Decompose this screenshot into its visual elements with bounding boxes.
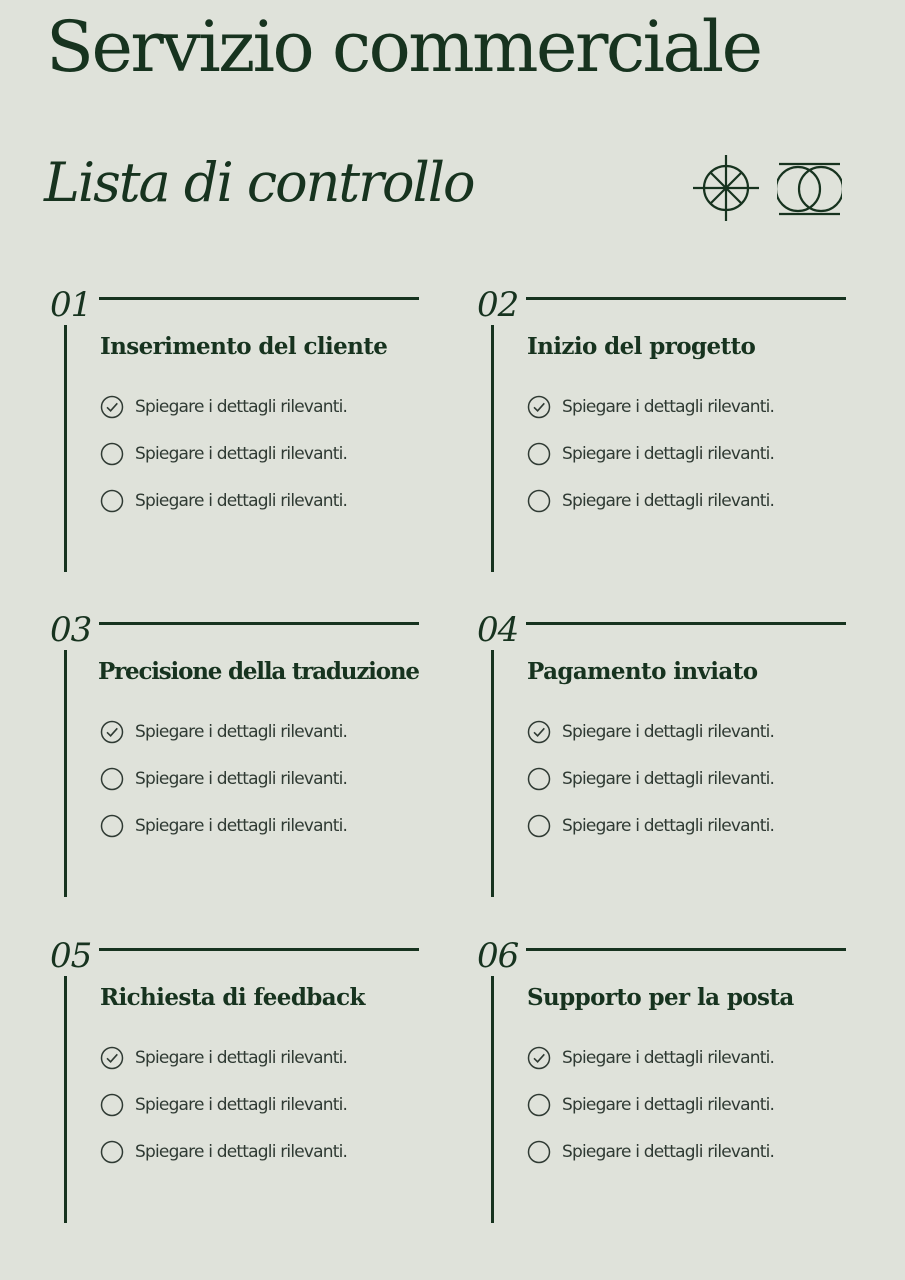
checklist-item[interactable] (527, 1046, 774, 1093)
section-divider (99, 297, 419, 300)
checklist-item[interactable] (527, 1093, 774, 1140)
checklist-item[interactable] (100, 1046, 347, 1093)
section-number: 05 (50, 936, 92, 976)
section-title: Pagamento inviato (527, 658, 758, 685)
checklist-item[interactable] (527, 442, 774, 489)
checklist-section-2 (477, 285, 891, 582)
checklist-item[interactable] (527, 814, 774, 861)
section-rule (491, 325, 494, 572)
section-number: 03 (50, 610, 92, 650)
empty-circle-icon[interactable] (527, 814, 551, 838)
checklist-item-text: Spiegare i dettagli rilevanti. (135, 397, 348, 417)
section-title: Precisione della traduzione (98, 658, 419, 685)
checklist (527, 1046, 774, 1187)
checklist-item[interactable] (527, 1140, 774, 1187)
checked-circle-icon[interactable] (100, 395, 124, 419)
section-rule (491, 650, 494, 897)
checklist-item[interactable] (100, 489, 347, 536)
section-number: 06 (477, 936, 519, 976)
empty-circle-icon[interactable] (527, 767, 551, 791)
checklist (100, 1046, 347, 1187)
checklist-item-text: Spiegare i dettagli rilevanti. (562, 444, 775, 464)
empty-circle-icon[interactable] (527, 489, 551, 513)
section-divider (99, 948, 419, 951)
empty-circle-icon[interactable] (100, 489, 124, 513)
section-title: Inizio del progetto (527, 333, 756, 360)
checklist-item-text: Spiegare i dettagli rilevanti. (562, 397, 775, 417)
checked-circle-icon[interactable] (527, 720, 551, 744)
section-divider (526, 948, 846, 951)
section-rule (64, 650, 67, 897)
compass-star-icon (691, 153, 761, 223)
checked-circle-icon[interactable] (527, 395, 551, 419)
checklist-section-5 (50, 936, 464, 1233)
empty-circle-icon[interactable] (100, 442, 124, 466)
checklist-item-text: Spiegare i dettagli rilevanti. (135, 769, 348, 789)
checklist-item[interactable] (100, 442, 347, 489)
checklist-item-text: Spiegare i dettagli rilevanti. (135, 1142, 348, 1162)
checklist-section-3 (50, 610, 464, 907)
empty-circle-icon[interactable] (527, 1093, 551, 1117)
empty-circle-icon[interactable] (100, 1093, 124, 1117)
checklist-item[interactable] (527, 395, 774, 442)
checklist (100, 720, 347, 861)
section-number: 02 (477, 285, 519, 325)
checklist-item[interactable] (527, 720, 774, 767)
section-divider (99, 622, 419, 625)
checklist-item-text: Spiegare i dettagli rilevanti. (135, 722, 348, 742)
section-title: Richiesta di feedback (100, 984, 365, 1011)
checklist-item-text: Spiegare i dettagli rilevanti. (562, 769, 775, 789)
checklist (527, 720, 774, 861)
checklist-item-text: Spiegare i dettagli rilevanti. (562, 722, 775, 742)
checklist-item-text: Spiegare i dettagli rilevanti. (562, 1095, 775, 1115)
checklist-item[interactable] (100, 814, 347, 861)
checklist-item-text: Spiegare i dettagli rilevanti. (562, 816, 775, 836)
section-number: 04 (477, 610, 519, 650)
empty-circle-icon[interactable] (100, 814, 124, 838)
checklist-item-text: Spiegare i dettagli rilevanti. (135, 1095, 348, 1115)
section-rule (64, 976, 67, 1223)
section-number: 01 (50, 285, 92, 325)
checklist-section-4 (477, 610, 891, 907)
page-title: Servizio commerciale (46, 6, 761, 88)
checklist-item[interactable] (100, 1140, 347, 1187)
checklist-item[interactable] (100, 395, 347, 442)
checklist-item-text: Spiegare i dettagli rilevanti. (135, 816, 348, 836)
checked-circle-icon[interactable] (100, 1046, 124, 1070)
checklist (527, 395, 774, 536)
checklist-section-6 (477, 936, 891, 1233)
section-title: Inserimento del cliente (100, 333, 388, 360)
checklist-item-text: Spiegare i dettagli rilevanti. (562, 1142, 775, 1162)
checklist-item-text: Spiegare i dettagli rilevanti. (562, 1048, 775, 1068)
page-subtitle: Lista di controllo (44, 151, 474, 214)
checklist-item[interactable] (527, 489, 774, 536)
checklist-item[interactable] (527, 767, 774, 814)
checklist-item[interactable] (100, 720, 347, 767)
checklist-item-text: Spiegare i dettagli rilevanti. (135, 444, 348, 464)
empty-circle-icon[interactable] (100, 1140, 124, 1164)
checklist-item-text: Spiegare i dettagli rilevanti. (135, 491, 348, 511)
section-rule (491, 976, 494, 1223)
empty-circle-icon[interactable] (100, 767, 124, 791)
section-rule (64, 325, 67, 572)
checked-circle-icon[interactable] (100, 720, 124, 744)
section-title: Supporto per la posta (527, 984, 794, 1011)
interlocking-circles-icon (777, 161, 842, 217)
empty-circle-icon[interactable] (527, 1140, 551, 1164)
checklist (100, 395, 347, 536)
empty-circle-icon[interactable] (527, 442, 551, 466)
checklist-item[interactable] (100, 1093, 347, 1140)
checked-circle-icon[interactable] (527, 1046, 551, 1070)
section-divider (526, 297, 846, 300)
checklist-item-text: Spiegare i dettagli rilevanti. (562, 491, 775, 511)
section-divider (526, 622, 846, 625)
checklist-item-text: Spiegare i dettagli rilevanti. (135, 1048, 348, 1068)
checklist-section-1 (50, 285, 464, 582)
checklist-item[interactable] (100, 767, 347, 814)
